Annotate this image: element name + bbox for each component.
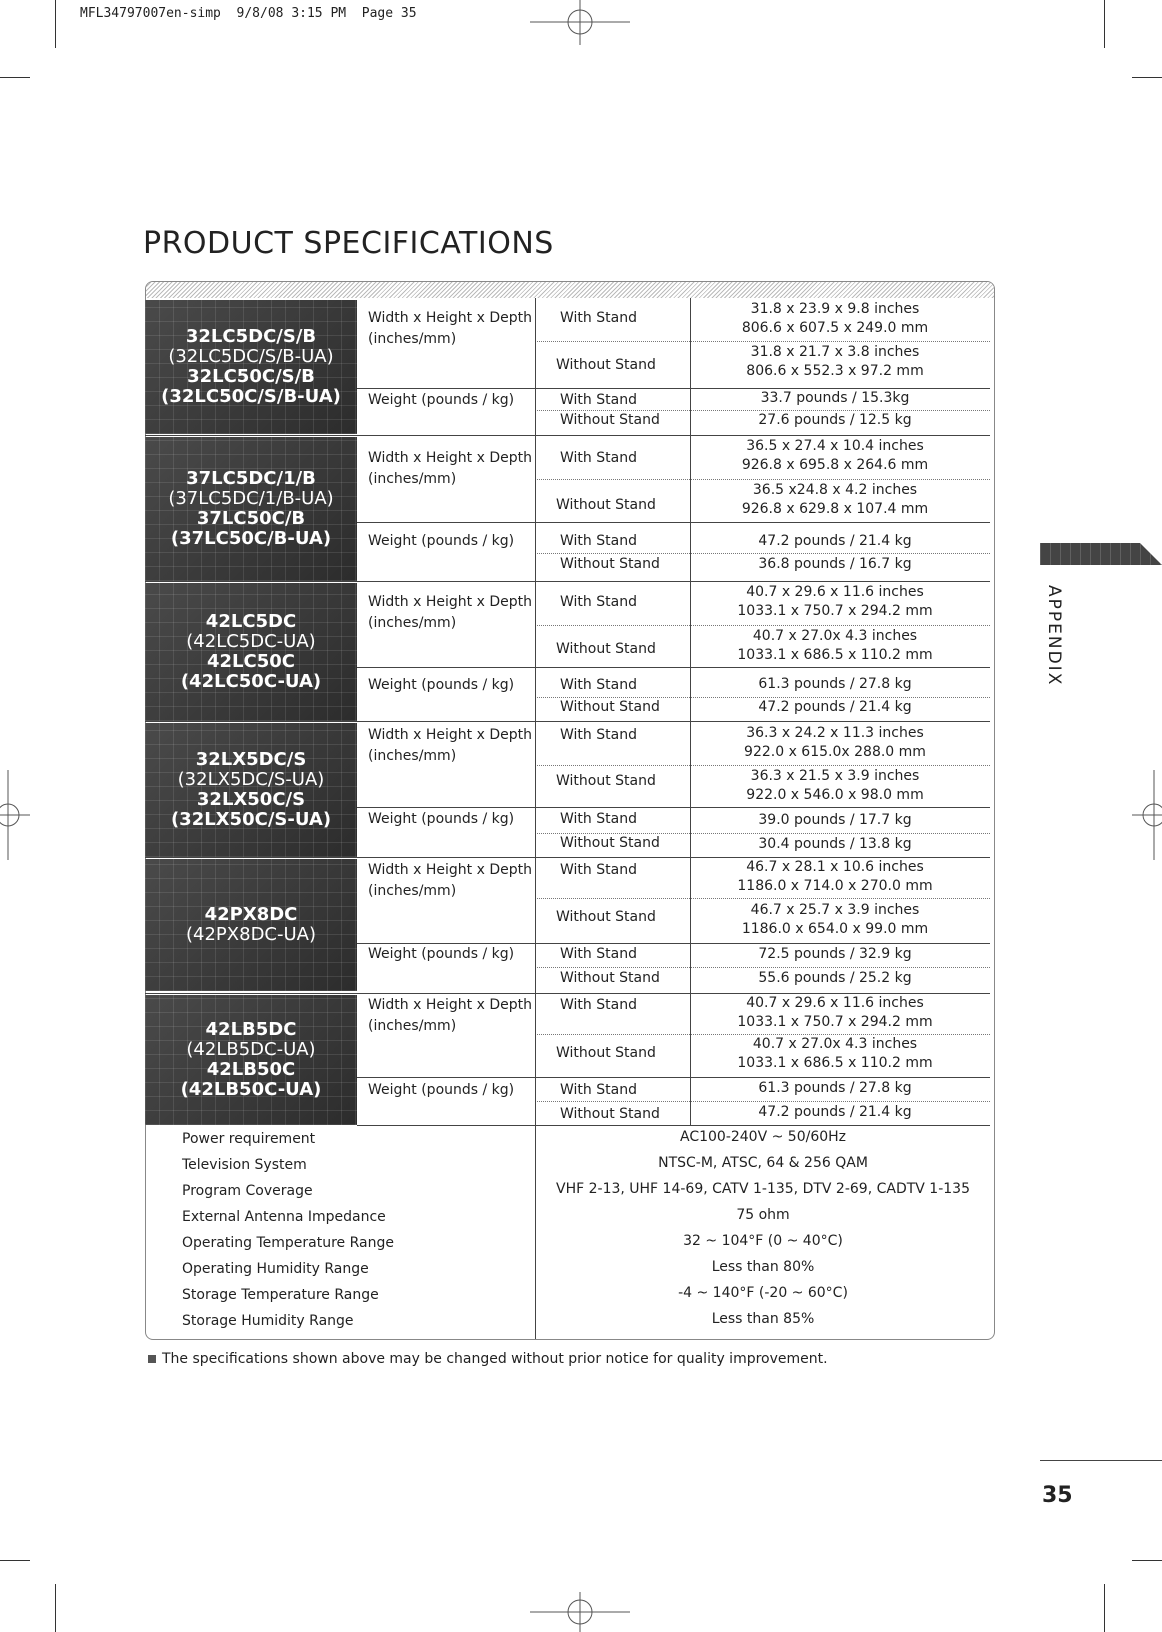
page-title: PRODUCT SPECIFICATIONS [143,226,554,261]
dimension-value: 1033.1 x 686.5 x 110.2 mm [737,1055,933,1071]
dimension-unit: (inches/mm) [368,1018,457,1034]
dimension-label: Width x Height x Depth [368,997,532,1013]
model-name: 32LC5DC/S/B [185,326,317,347]
dimension-value: 40.7 x 27.0x 4.3 inches [752,1036,918,1052]
weight-value: 39.0 pounds / 17.7 kg [758,812,912,828]
registration-mark [530,0,630,45]
row-divider [537,553,990,554]
dimension-label: Width x Height x Depth [368,727,532,743]
weight-label: Weight (pounds / kg) [368,392,515,408]
row-divider [357,522,990,523]
row-divider [357,667,990,668]
weight-value: 36.8 pounds / 16.7 kg [758,556,912,572]
dimension-value: 36.5 x24.8 x 4.2 inches [752,482,918,498]
with-stand-label: With Stand [560,533,637,549]
footnote [148,1351,828,1367]
weight-value: 47.2 pounds / 21.4 kg [758,699,912,715]
crop-mark [1132,77,1162,78]
dimension-value: 46.7 x 28.1 x 10.6 inches [746,859,924,875]
dimension-value: 922.0 x 615.0x 288.0 mm [744,744,926,760]
dimension-value: 926.8 x 695.8 x 264.6 mm [741,457,929,473]
dimension-unit: (inches/mm) [368,331,457,347]
dimension-value: 36.5 x 27.4 x 10.4 inches [746,438,924,454]
registration-mark [530,1592,630,1632]
general-spec-value: 75 ohm [736,1207,790,1223]
model-name: 32LX50C/S [196,789,306,810]
weight-value: 72.5 pounds / 32.9 kg [758,946,912,962]
model-name: 32LX5DC/S [195,749,307,770]
model-variant: (42LB50C-UA) [180,1079,322,1100]
row-divider [537,410,990,411]
dimension-value: 1033.1 x 750.7 x 294.2 mm [737,1014,933,1030]
model-cell [145,995,357,1125]
weight-value: 61.3 pounds / 27.8 kg [758,1080,912,1096]
weight-label: Weight (pounds / kg) [368,677,515,693]
weight-value: 47.2 pounds / 21.4 kg [758,533,912,549]
dimension-value: 31.8 x 21.7 x 3.8 inches [750,344,920,360]
general-spec-label: Operating Temperature Range [182,1235,394,1251]
with-stand-label: With Stand [560,310,637,326]
weight-value: 47.2 pounds / 21.4 kg [758,1104,912,1120]
with-stand-label: With Stand [560,997,637,1013]
row-divider [357,1077,990,1078]
weight-value: 33.7 pounds / 15.3kg [760,390,910,406]
row-divider [537,1034,990,1035]
dimension-value: 926.8 x 629.8 x 107.4 mm [741,501,929,517]
model-variant: (32LC5DC/S/B-UA) [168,346,334,367]
model-cell [145,583,357,721]
general-spec-label: Power requirement [182,1131,316,1147]
page-number: 35 [1042,1483,1073,1508]
dimension-value: 31.8 x 23.9 x 9.8 inches [750,301,920,317]
section-divider [357,1125,990,1126]
dimension-value: 40.7 x 29.6 x 11.6 inches [746,995,924,1011]
crop-mark [0,1560,30,1561]
general-spec-value: -4 ~ 140°F (-20 ~ 60°C) [678,1285,848,1301]
general-spec-label: Storage Humidity Range [182,1313,354,1329]
with-stand-label: With Stand [560,1082,637,1098]
with-stand-label: With Stand [560,811,637,827]
model-cell [145,723,357,857]
general-spec-value: NTSC-M, ATSC, 64 & 256 QAM [658,1155,868,1171]
without-stand-label: Without Stand [556,1045,656,1061]
model-cell [145,300,357,434]
registration-mark [1132,770,1162,860]
without-stand-label: Without Stand [560,835,660,851]
dimension-value: 40.7 x 29.6 x 11.6 inches [746,584,924,600]
dimension-unit: (inches/mm) [368,471,457,487]
dimension-value: 1033.1 x 686.5 x 110.2 mm [737,647,933,663]
without-stand-label: Without Stand [556,909,656,925]
without-stand-label: Without Stand [560,412,660,428]
without-stand-label: Without Stand [556,641,656,657]
without-stand-label: Without Stand [560,556,660,572]
model-divider [145,581,990,582]
print-header: MFL34797007en-simp 9/8/08 3:15 PM Page 35 [80,6,417,21]
weight-label: Weight (pounds / kg) [368,1082,515,1098]
dimension-value: 46.7 x 25.7 x 3.9 inches [750,902,920,918]
dimension-value: 40.7 x 27.0x 4.3 inches [752,628,918,644]
model-name: 42PX8DC [204,904,298,925]
bullet-square-icon [148,1355,156,1363]
without-stand-label: Without Stand [556,497,656,513]
dimension-value: 806.6 x 607.5 x 249.0 mm [741,320,929,336]
row-divider [357,388,990,389]
general-spec-value: VHF 2-13, UHF 14-69, CATV 1-135, DTV 2-69, CADTV 1-135 [556,1181,970,1197]
dimension-unit: (inches/mm) [368,748,457,764]
weight-label: Weight (pounds / kg) [368,946,515,962]
table-header-hatch [146,282,994,298]
model-variant: (32LX50C/S-UA) [170,809,332,830]
weight-label: Weight (pounds / kg) [368,811,515,827]
crop-mark [1104,0,1105,48]
model-variant: (42LC50C-UA) [180,671,322,692]
dimension-value: 36.3 x 21.5 x 3.9 inches [750,768,920,784]
model-name: 42LB5DC [205,1019,297,1040]
model-cell [145,437,357,581]
model-divider [145,435,990,436]
general-spec-label: Storage Temperature Range [182,1287,379,1303]
general-spec-value: AC100-240V ~ 50/60Hz [679,1129,847,1145]
crop-mark [55,1584,56,1632]
row-divider [357,943,990,944]
model-name: 37LC50C/B [196,508,306,529]
dimension-unit: (inches/mm) [368,615,457,631]
with-stand-label: With Stand [560,677,637,693]
crop-mark [0,77,30,78]
row-divider [537,898,990,899]
dimension-label: Width x Height x Depth [368,450,532,466]
row-divider [537,1101,990,1102]
model-variant: (37LC50C/B-UA) [170,528,332,549]
dimension-value: 922.0 x 546.0 x 98.0 mm [746,787,924,803]
row-divider [537,765,990,766]
general-spec-value: 32 ~ 104°F (0 ~ 40°C) [683,1233,843,1249]
general-spec-label: External Antenna Impedance [182,1209,386,1225]
dimension-unit: (inches/mm) [368,883,457,899]
general-spec-value: Less than 80% [711,1259,815,1275]
dimension-value: 1186.0 x 654.0 x 99.0 mm [741,921,929,937]
model-variant: (32LC50C/S/B-UA) [161,386,341,407]
without-stand-label: Without Stand [556,773,656,789]
model-divider [145,721,990,722]
dimension-value: 1033.1 x 750.7 x 294.2 mm [737,603,933,619]
tab-corner-shape [1140,543,1162,565]
row-divider [357,807,990,808]
row-divider [537,833,990,834]
row-divider [537,967,990,968]
page-number-rule [1040,1460,1162,1461]
weight-value: 61.3 pounds / 27.8 kg [758,676,912,692]
crop-mark [1104,1584,1105,1632]
appendix-label: APPENDIX [1044,585,1064,687]
with-stand-label: With Stand [560,392,637,408]
crop-mark [55,0,56,48]
model-variant: (32LX5DC/S-UA) [177,769,325,790]
registration-mark [0,770,30,860]
row-divider [537,697,990,698]
with-stand-label: With Stand [560,450,637,466]
model-name: 42LC5DC [205,611,297,632]
dimension-label: Width x Height x Depth [368,594,532,610]
model-variant: (37LC5DC/1/B-UA) [168,488,334,509]
dimension-value: 1186.0 x 714.0 x 270.0 mm [737,878,933,894]
dimension-value: 806.6 x 552.3 x 97.2 mm [746,363,924,379]
model-variant: (42PX8DC-UA) [186,924,316,945]
weight-value: 27.6 pounds / 12.5 kg [758,412,912,428]
model-cell [145,859,357,991]
general-spec-value: Less than 85% [711,1311,815,1327]
without-stand-label: Without Stand [556,357,656,373]
row-divider [537,341,990,342]
without-stand-label: Without Stand [560,699,660,715]
dimension-label: Width x Height x Depth [368,862,532,878]
general-spec-label: Television System [182,1157,307,1173]
general-spec-label: Operating Humidity Range [182,1261,369,1277]
with-stand-label: With Stand [560,862,637,878]
dimension-value: 36.3 x 24.2 x 11.3 inches [746,725,924,741]
model-name: 42LC50C [207,651,295,672]
weight-value: 55.6 pounds / 25.2 kg [758,970,912,986]
dimension-label: Width x Height x Depth [368,310,532,326]
with-stand-label: With Stand [560,594,637,610]
column-divider [690,298,691,1125]
model-name: 32LC50C/S/B [187,366,315,387]
with-stand-label: With Stand [560,946,637,962]
row-divider [537,479,990,480]
general-spec-label: Program Coverage [182,1183,313,1199]
without-stand-label: Without Stand [560,970,660,986]
model-name: 42LB50C [206,1059,296,1080]
footnote-text: The specifications shown above may be changed without prior notice for quality improvement. [162,1351,828,1367]
model-variant: (42LB5DC-UA) [186,1039,316,1060]
row-divider [537,625,990,626]
without-stand-label: Without Stand [560,1106,660,1122]
model-name: 37LC5DC/1/B [186,468,316,489]
weight-label: Weight (pounds / kg) [368,533,515,549]
with-stand-label: With Stand [560,727,637,743]
model-variant: (42LC5DC-UA) [186,631,316,652]
weight-value: 30.4 pounds / 13.8 kg [758,836,912,852]
crop-mark [1132,1560,1162,1561]
